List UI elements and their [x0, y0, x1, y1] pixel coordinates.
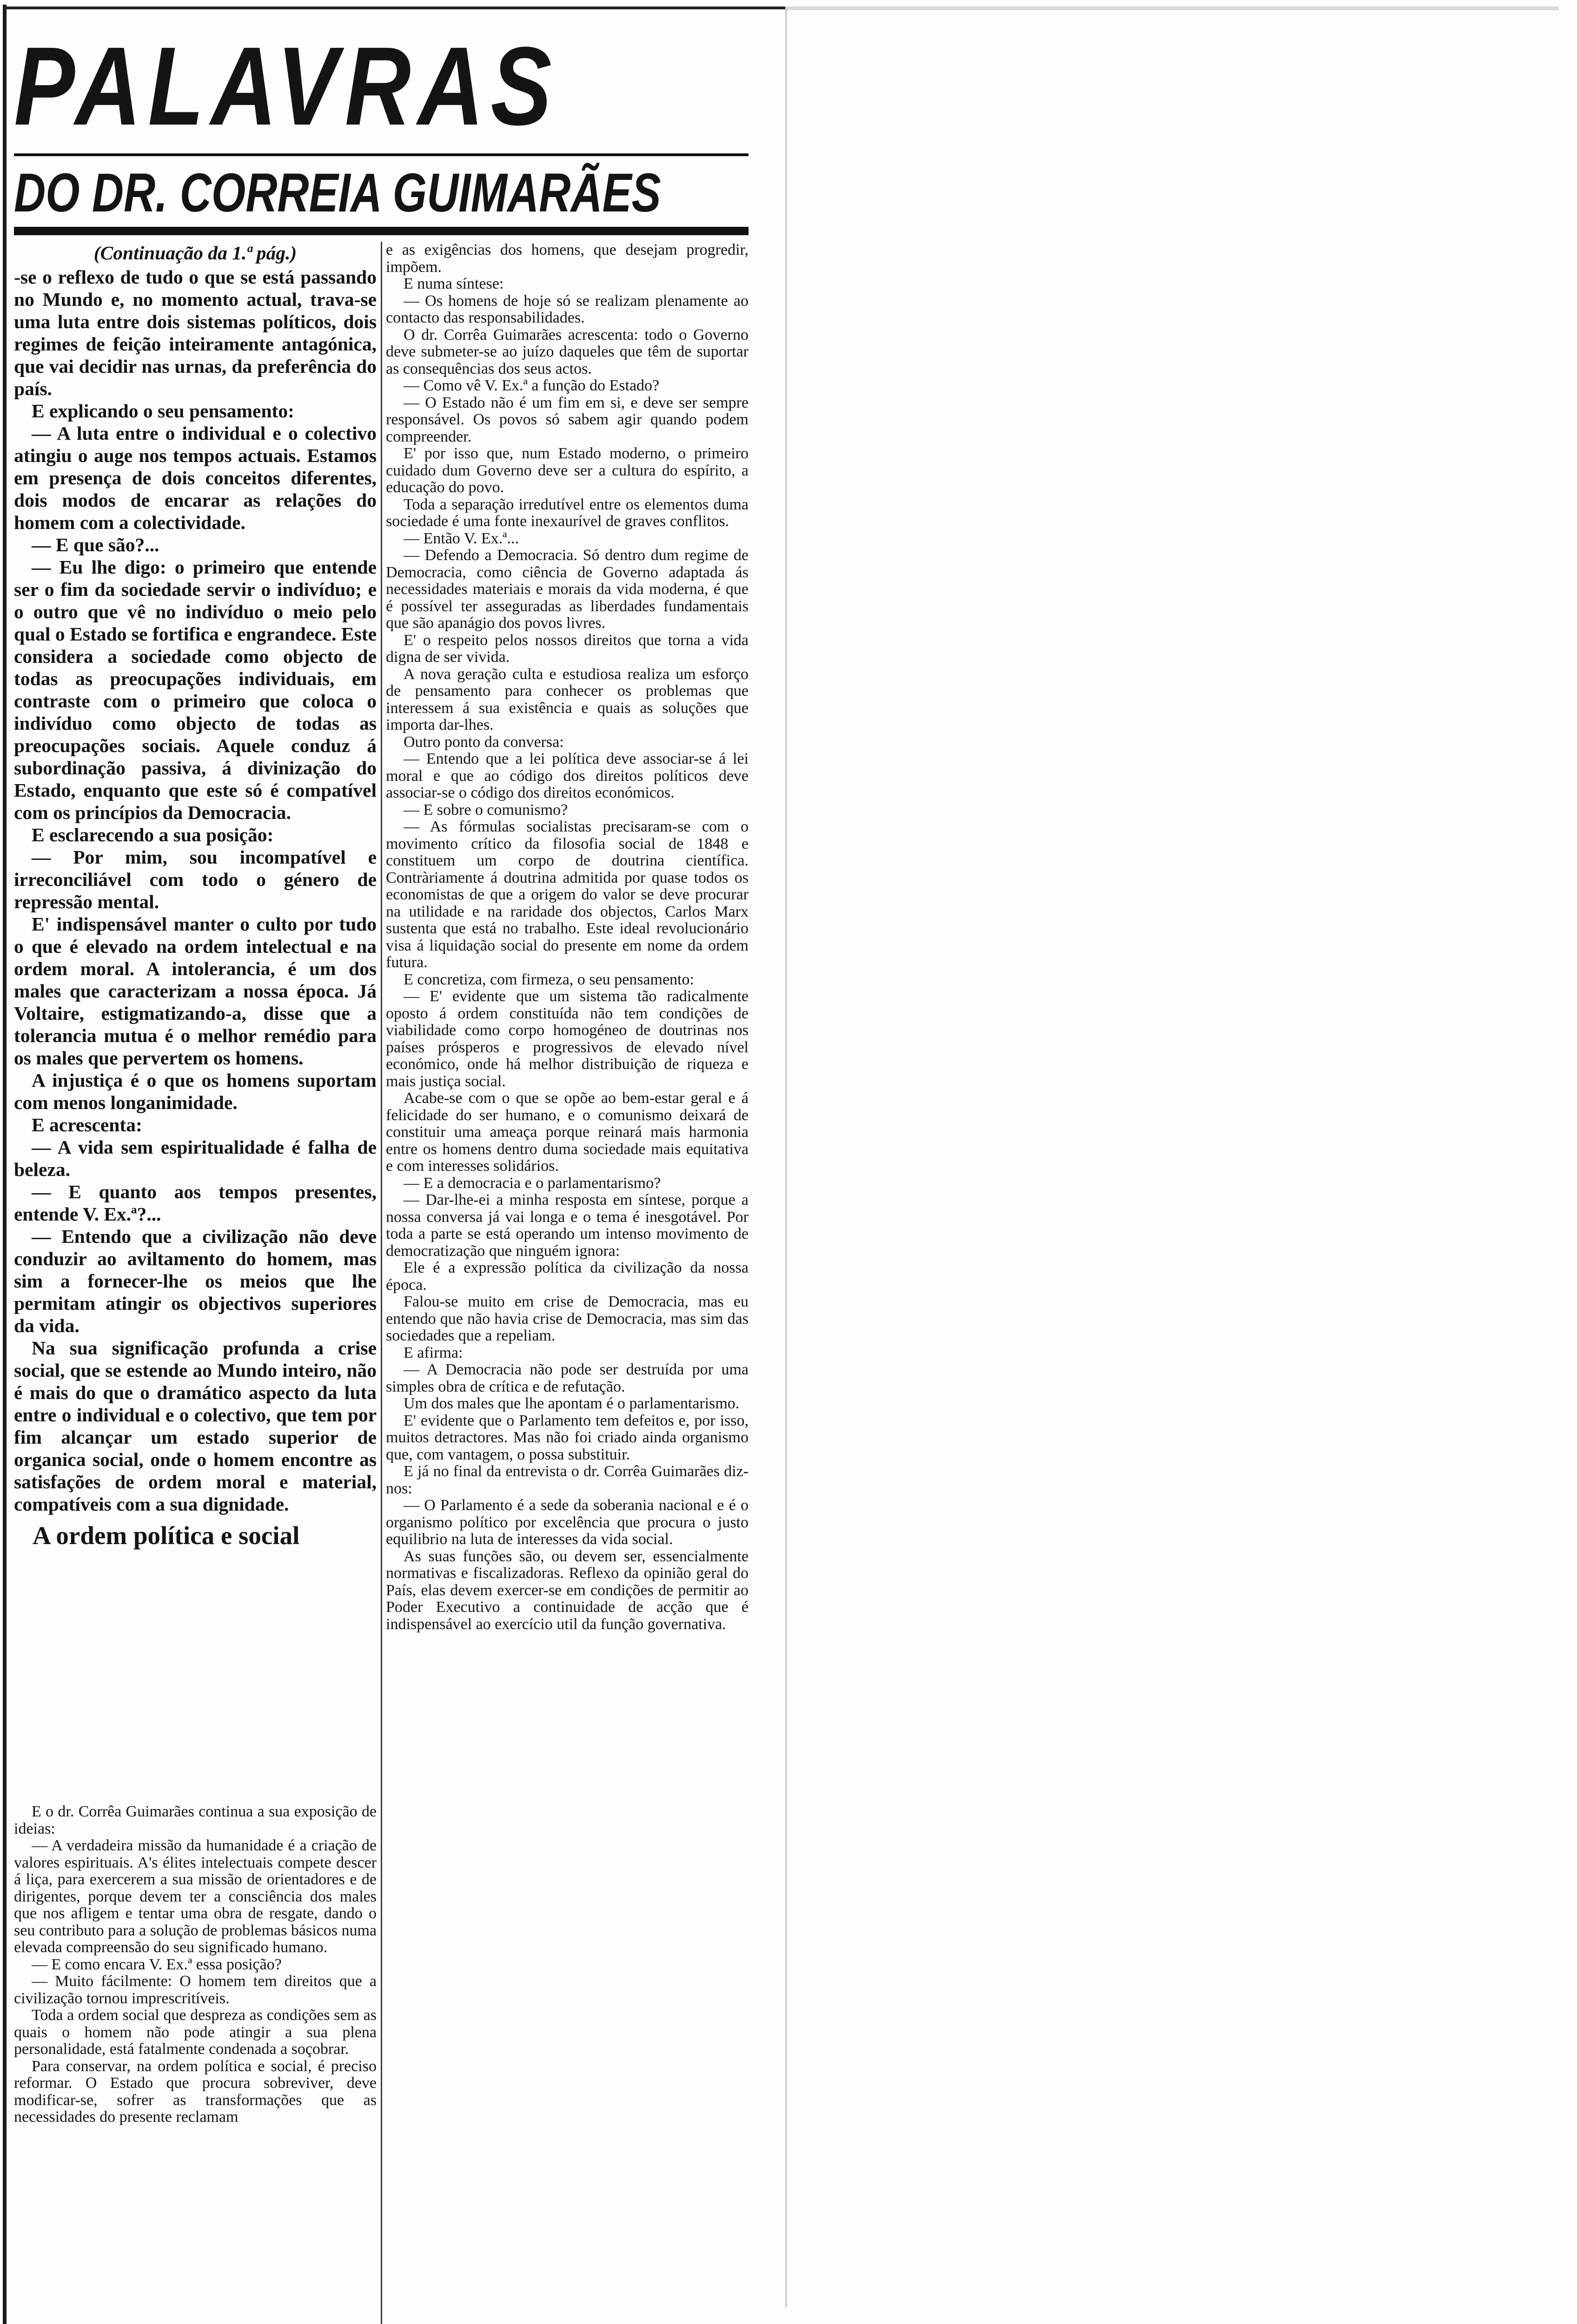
paragraph: E esclarecendo a sua posição: — [32, 824, 274, 845]
paragraph: Acabe-se com o que se opõe ao bem-estar geral e á felicidade do ser humano, e o comunismo deixará de constituir uma ameaça porque reinará mais harmonia entre os homens dentro duma sociedade mais equitativa e com interesses solidários. — [386, 1089, 749, 1175]
paragraph: — E a democracia e o parlamentarismo? — [404, 1174, 661, 1192]
paragraph: Ele é a expressão política da civilização da nossa época. — [386, 1259, 749, 1294]
paragraph: — Então V. Ex.ª... — [404, 529, 519, 547]
heavy-rule — [14, 227, 749, 235]
paragraph: Toda a ordem social que despreza as condições sem as quais o homem não pode atingir a sua plena personalidade, está fatalmente condenada a soçobrar. — [14, 2007, 377, 2058]
paragraph: E o dr. Corrêa Guimarães continua a sua exposição de ideias: — [14, 1803, 377, 1837]
column-right — [386, 242, 749, 1633]
paragraph: Um dos males que lhe apontam é o parlamentarismo. — [404, 1395, 740, 1412]
paragraph: — Entendo que a lei política deve associar-se á lei moral e que ao código dos direitos políticos deve associar-se o código dos direitos económicos. — [386, 750, 749, 801]
paragraph: — A Democracia não pode ser destruída por uma simples obra de crítica e de refutação. — [386, 1361, 749, 1395]
headline: PALAVRAS — [14, 24, 559, 148]
paragraph: — Eu lhe digo: o primeiro que entende ser o fim da sociedade servir o indivíduo; e o outro que vê no indivíduo o meio pelo qual o Estado se fortifica e engrandece. Este considera a sociedade como objecto de todas as preocupações individuais, em contraste com o primeiro que coloca o indivíduo como objecto de todas as preocupações sociais. Aquele conduz á subordinação passiva, á divinização do Estado, enquanto que este só é compatível com os princípios da Democracia. — [14, 556, 377, 823]
paragraph: E' evidente que o Parlamento tem defeitos e, por isso, muitos detractores. Mas não foi criado ainda organismo que, com vantagem, o possa substituir. — [386, 1412, 749, 1463]
paragraph: E concretiza, com firmeza, o seu pensamento: — [404, 971, 694, 988]
paragraph: — E que são?... — [32, 534, 159, 555]
column-divider — [381, 242, 382, 2324]
paragraph: Falou-se muito em crise de Democracia, mas eu entendo que não havia crise de Democracia, mas sim das sociedades que a repeliam. — [386, 1293, 749, 1344]
paragraph: A nova geração culta e estudiosa realiza um esforço de pensamento para conhecer os problemas que interessem á sua existência e quais as soluções que importa dar-lhes. — [386, 665, 749, 733]
paragraph: Para conservar, na ordem política e social, é preciso reformar. O Estado que procura sobreviver, deve modificar-se, sofrer as transformações que as necessidades do presente reclamam — [14, 2057, 377, 2126]
paragraph: E' por isso que, num Estado moderno, o primeiro cuidado dum Governo deve ser a cultura do espírito, a educação do povo. — [386, 445, 749, 496]
paragraph: — Por mim, sou incompatível e irreconciliável com todo o género de repressão mental. — [14, 846, 377, 912]
paragraph: Toda a separação irredutível entre os elementos duma sociedade é uma fonte inexaurível de graves conflitos. — [386, 495, 749, 530]
paragraph: — E' evidente que um sistema tão radicalmente oposto á ordem constituída não tem condições de viabilidade como corpo homogéneo de doutrinas nos países prósperos e progressivos de elevado nível económico, onde há melhor distribuição de riqueza e mais justiça social. — [386, 988, 749, 1090]
paragraph: O dr. Corrêa Guimarães acrescenta: todo o Governo deve submeter-se ao juízo daqueles que têm de suportar as consequências dos seus actos. — [386, 326, 749, 377]
paragraph: — A luta entre o individual e o colectivo atingiu o auge nos tempos actuais. Estamos em presença de dois conceitos diferentes, dois modos de encarar as relações do homem com a colectividade. — [14, 423, 377, 533]
paragraph: — Dar-lhe-ei a minha resposta em síntese, porque a nossa conversa já vai longa e o tema é inesgotável. Por toda a parte se está operando um intenso movimento de democratização que ninguém ignora: — [386, 1191, 749, 1260]
continuation-note: (Continuação da 1.ª pág.) — [93, 242, 297, 264]
column-left-lower — [14, 1803, 377, 2126]
headline-rule — [14, 153, 749, 156]
top-edge-shadow — [787, 7, 1559, 10]
column-left — [14, 242, 377, 1552]
paragraph: -se o reflexo de tudo o que se está passando no Mundo e, no momento actual, trava-se uma luta entre dois sistemas políticos, dois regimes de feição inteiramente antagónica, que vai decidir nas urnas, da preferência do país. — [14, 266, 377, 399]
subheadline: DO DR. CORREIA GUIMARÃES — [14, 162, 661, 224]
page-edge-border — [3, 5, 7, 2324]
paragraph: E explicando o seu pensamento: — [32, 400, 294, 422]
paragraph: E' o respeito pelos nossos direitos que torna a vida digna de ser vivida. — [386, 631, 749, 666]
paragraph: — E sobre o comunismo? — [404, 801, 568, 819]
paragraph: — O Parlamento é a sede da soberania nacional e é o organismo político por excelência que procura o justo equilibrio na luta de interesses da vida social. — [386, 1497, 749, 1548]
paragraph: — Muito fácilmente: O homem tem direitos que a civilização tornou imprescritíveis. — [14, 1973, 377, 2007]
paragraph: Outro ponto da conversa: — [404, 733, 564, 751]
top-rule — [7, 7, 785, 9]
paragraph: — A verdadeira missão da humanidade é a criação de valores espirituais. A's élites intelectuais compete descer á liça, para exercerem a sua missão de orientadores e de dirigentes, porque devem ter a consciência dos males que nos afligem e tentar uma obra de resgate, dando o seu contributo para a solução de problemas básicos numa elevada compreensão do seu significado humano. — [14, 1837, 377, 1956]
paragraph: — Entendo que a civilização não deve conduzir ao aviltamento do homem, mas sim a fornecer-lhe os meios que lhe permitam atingir os objectivos superiores da vida. — [14, 1226, 377, 1336]
paragraph: Na sua significação profunda a crise social, que se estende ao Mundo inteiro, não é mais do que o dramático aspecto da luta entre o individual e o colectivo, que tem por fim alcançar um estado superior de organica social, onde o homem encontre as satisfações de ordem moral e material, compatíveis com a sua dignidade. — [14, 1337, 377, 1515]
paragraph: — A vida sem espiritualidade é falha de beleza. — [14, 1136, 377, 1180]
paragraph: — Como vê V. Ex.ª a função do Estado? — [404, 377, 660, 394]
paragraph: e as exigências dos homens, que desejam progredir, impõem. — [386, 241, 749, 276]
paragraph: A injustiça é o que os homens suportam com menos longanimidade. — [14, 1070, 377, 1113]
paragraph: E já no final da entrevista o dr. Corrêa Guimarães diz-nos: — [386, 1463, 749, 1497]
paragraph: As suas funções são, ou devem ser, essencialmente normativas e fiscalizadoras. Reflexo da opinião geral do País, elas devem exercer-se em condições de permitir ao Poder Executivo a continuidade de acção que é indispensável ao exercício util da função governativa. — [386, 1547, 749, 1633]
paragraph: — Os homens de hoje só se realizam plenamente ao contacto das responsabilidades. — [386, 292, 749, 326]
paragraph: E numa síntese: — [404, 275, 504, 292]
paragraph: — E quanto aos tempos presentes, entende V. Ex.ª?... — [14, 1181, 377, 1225]
paragraph: — As fórmulas socialistas precisaram-se com o movimento crítico da filosofia social de 1848 e constituem um corpo de doutrina científica. Contràriamente á doutrina admitida por quase todos os economistas de que a origem do valor se deve procurar na utilidade e na raridade dos objectos, Carlos Marx sustenta que está no trabalho. Este ideal revolucionário visa á liquidação social do presente em nome da ordem futura. — [386, 818, 749, 971]
newspaper-clipping — [14, 14, 753, 2315]
paragraph: E' indispensável manter o culto por tudo o que é elevado na ordem intelectual e na ordem moral. A intolerancia, é um dos males que caracterizam a nossa época. Já Voltaire, estigmatizando-a, disse que a tolerancia mutua é o melhor remédio para os males que pervertem os homens. — [14, 913, 377, 1069]
paragraph: — O Estado não é um fim em si, e deve ser sempre responsável. Os povos só sabem agir quando podem compreender. — [386, 394, 749, 445]
section-subheading: A ordem política e social — [33, 1521, 300, 1550]
paragraph: E afirma: — [404, 1344, 463, 1361]
paragraph: — Defendo a Democracia. Só dentro dum regime de Democracia, como ciência de Governo adaptada ás necessidades materiais e morais da vida moderna, é que é possível ter asseguradas as liberdades fundamentais que são apanágio dos povos livres. — [386, 547, 749, 632]
paragraph: E acrescenta: — [32, 1114, 142, 1136]
column-edge-rule — [785, 7, 787, 2307]
paragraph: — E como encara V. Ex.ª essa posição? — [32, 1955, 282, 1973]
